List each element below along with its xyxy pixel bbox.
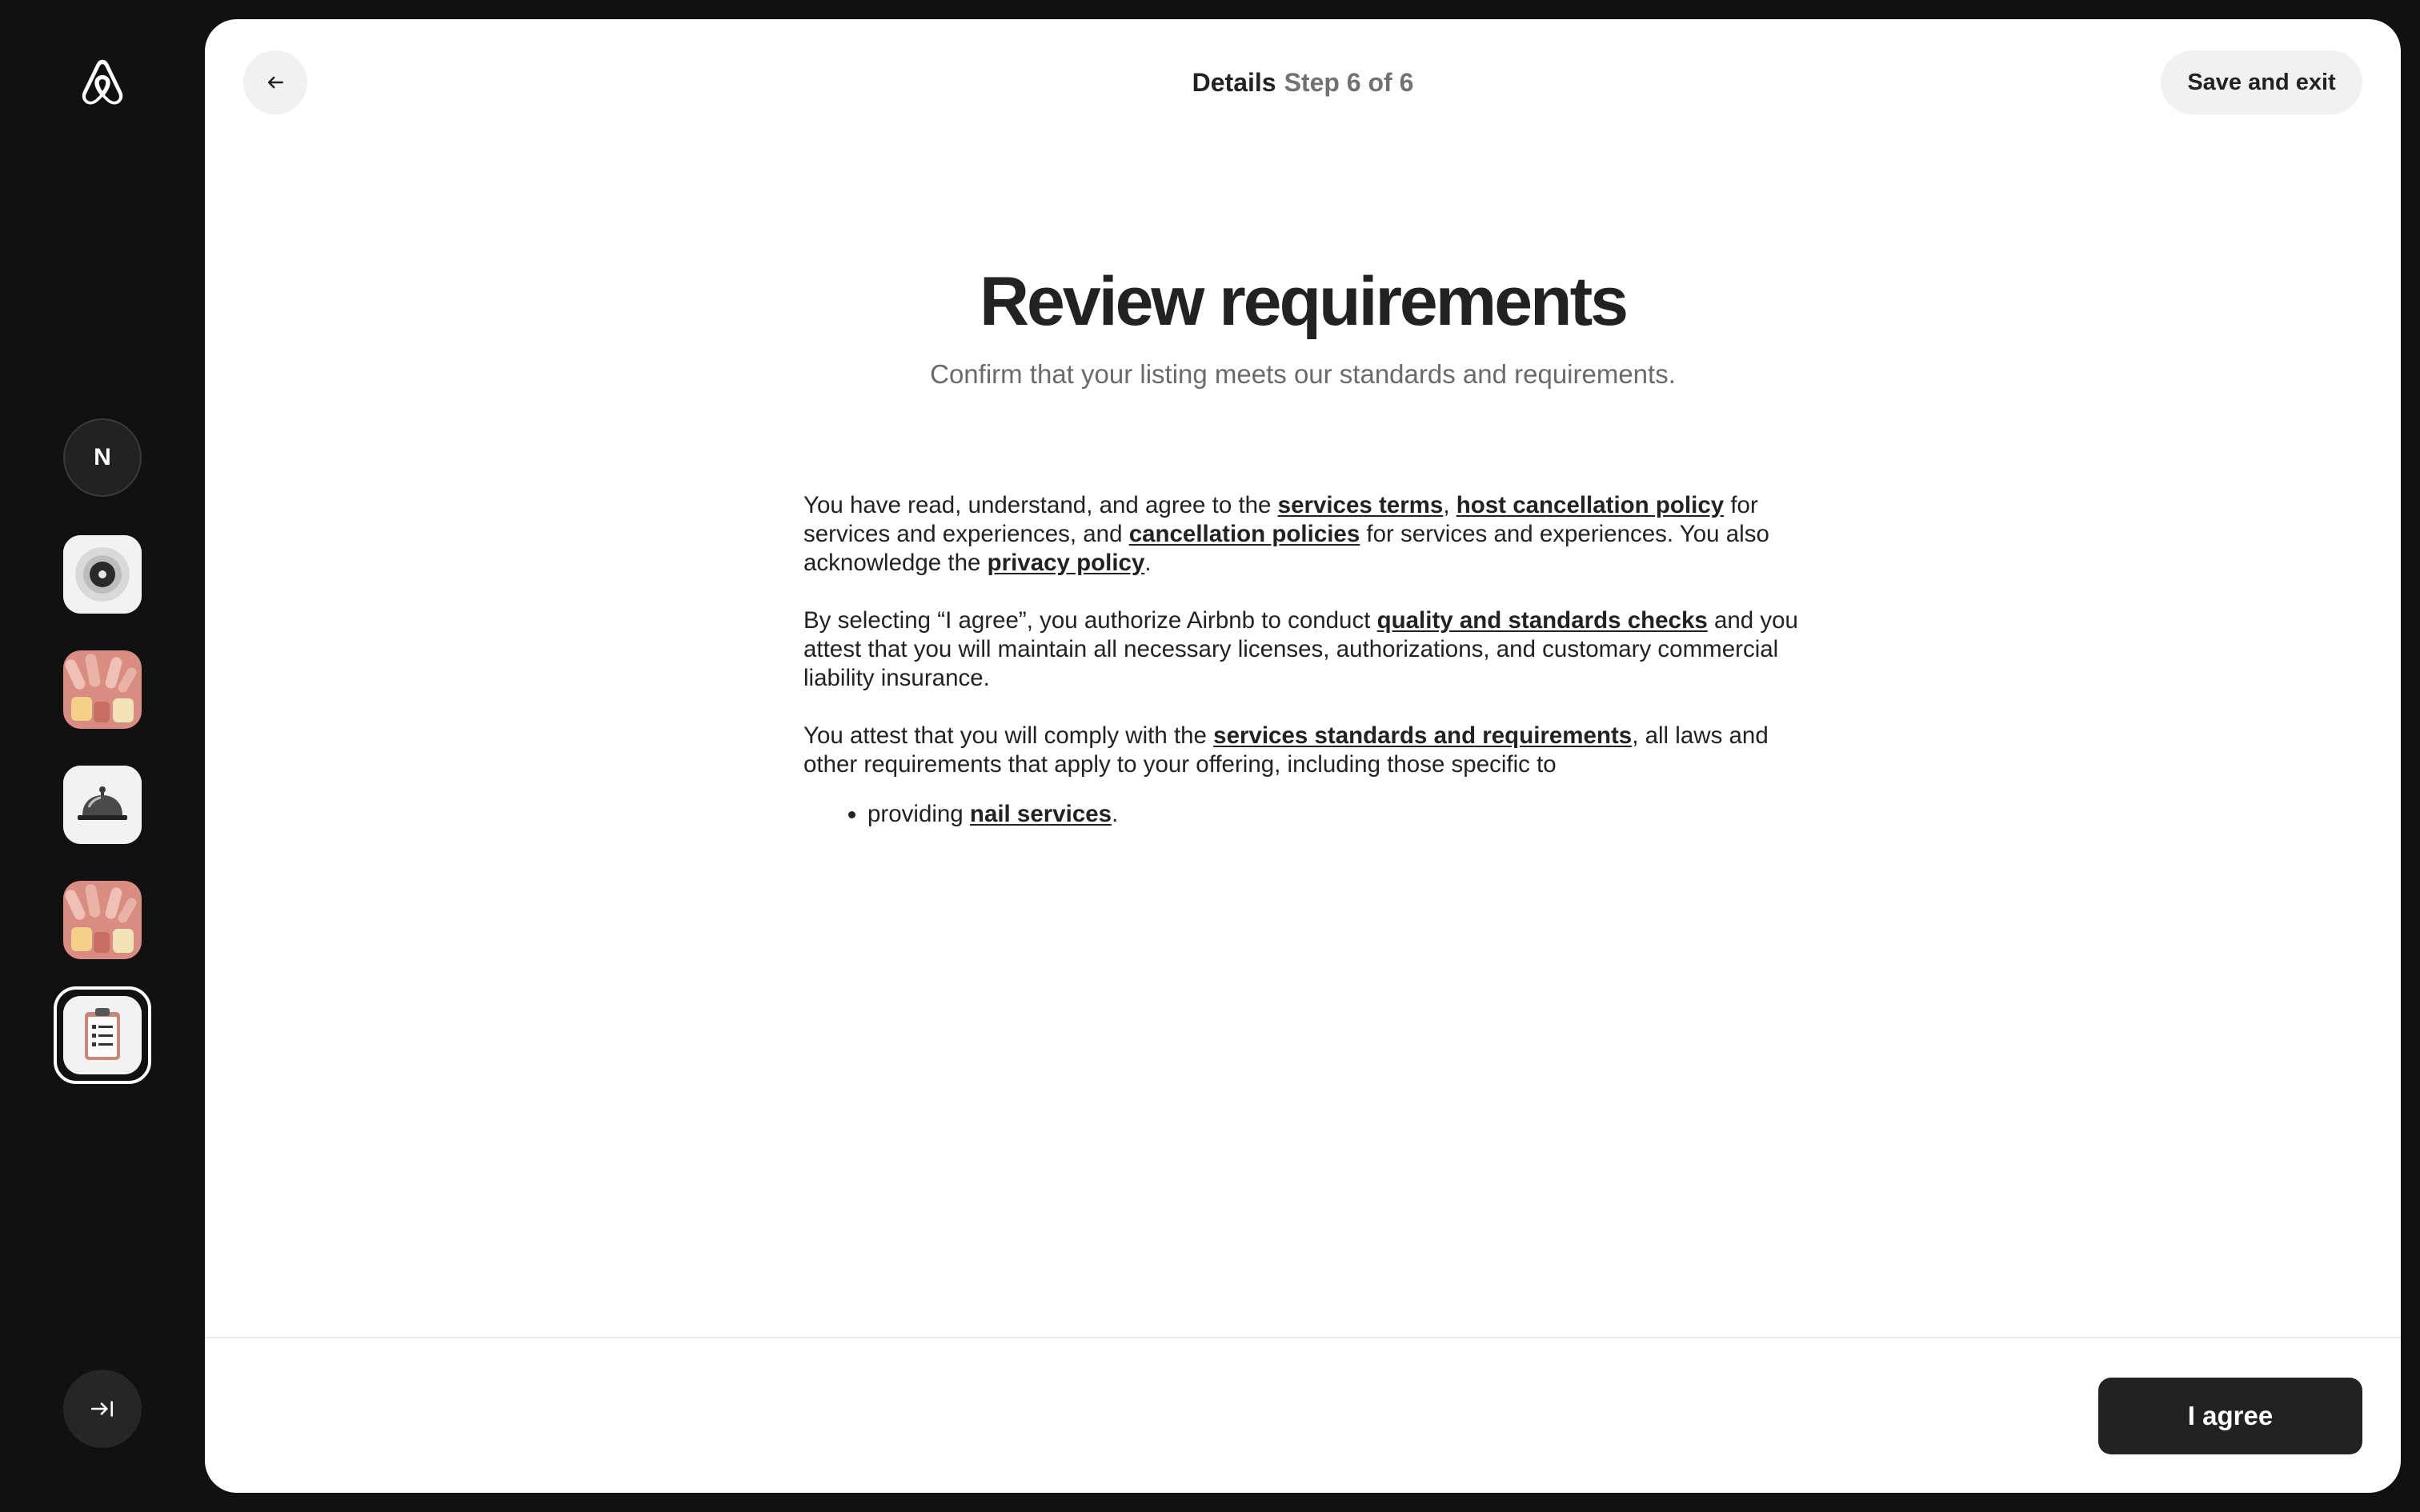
sidebar-item-requirements[interactable] bbox=[63, 996, 142, 1074]
step-count: Step 6 of 6 bbox=[1284, 68, 1414, 97]
service-bell-icon bbox=[63, 766, 142, 844]
quality-standards-checks-link[interactable]: quality and standards checks bbox=[1376, 607, 1708, 634]
avatar-initial: N bbox=[94, 444, 111, 470]
text-segment: , all laws and other requirements that apply to your offering, including those specific to bbox=[803, 722, 1769, 778]
nail-services-icon bbox=[63, 881, 142, 959]
text-segment: By selecting “I agree”, you authorize Airbnb to conduct bbox=[803, 607, 1377, 634]
i-agree-button[interactable]: I agree bbox=[2098, 1378, 2362, 1454]
list-item bbox=[867, 800, 1813, 829]
text-segment: . bbox=[1144, 550, 1152, 576]
sidebar-item-photography[interactable] bbox=[63, 535, 142, 614]
text-segment: , bbox=[1443, 492, 1456, 518]
text-segment: . bbox=[1112, 801, 1119, 827]
text-segment: providing bbox=[867, 801, 970, 827]
compliance-paragraph bbox=[803, 722, 1813, 779]
expand-sidebar-button[interactable] bbox=[63, 1370, 142, 1448]
requirements-text bbox=[803, 491, 1813, 829]
requirements-list bbox=[803, 800, 1813, 829]
sidebar-item-nails-1[interactable] bbox=[63, 650, 142, 729]
main-panel bbox=[205, 19, 2401, 1493]
host-cancellation-policy-link[interactable]: host cancellation policy bbox=[1456, 492, 1725, 518]
nail-services-icon bbox=[63, 650, 142, 729]
arrow-right-to-line-icon bbox=[89, 1395, 116, 1422]
airbnb-logo-icon[interactable] bbox=[74, 54, 131, 112]
page-title: Review requirements bbox=[979, 263, 1627, 340]
clipboard-icon bbox=[63, 996, 142, 1074]
text-segment: and you attest that you will maintain all necessary licenses, authorizations, and customary commercial liability insurance. bbox=[803, 607, 1798, 691]
services-terms-link[interactable]: services terms bbox=[1277, 492, 1444, 518]
save-and-exit-button[interactable]: Save and exit bbox=[2161, 50, 2362, 114]
services-standards-requirements-link[interactable]: services standards and requirements bbox=[1213, 722, 1633, 749]
sidebar-rail bbox=[0, 0, 205, 1512]
step-indicator bbox=[205, 62, 2401, 102]
privacy-policy-link[interactable]: privacy policy bbox=[987, 550, 1145, 576]
page-subtitle: Confirm that your listing meets our standards and requirements. bbox=[930, 359, 1676, 389]
authorization-paragraph bbox=[803, 606, 1813, 693]
cancellation-policies-link[interactable]: cancellation policies bbox=[1128, 521, 1360, 547]
avatar[interactable] bbox=[63, 418, 142, 497]
camera-icon bbox=[63, 535, 142, 614]
text-segment: You have read, understand, and agree to the bbox=[803, 492, 1278, 518]
nail-services-link[interactable]: nail services bbox=[969, 801, 1112, 827]
footer-divider bbox=[205, 1337, 2401, 1338]
text-segment: You attest that you will comply with the bbox=[803, 722, 1214, 749]
agreement-paragraph bbox=[803, 491, 1813, 578]
sidebar-item-hospitality[interactable] bbox=[63, 766, 142, 844]
sidebar-item-nails-2[interactable] bbox=[63, 881, 142, 959]
section-title: Details bbox=[1192, 68, 1276, 97]
text-segment: for services and experiences, and bbox=[803, 492, 1758, 547]
text-segment: for services and experiences. You also acknowledge the bbox=[803, 521, 1769, 576]
